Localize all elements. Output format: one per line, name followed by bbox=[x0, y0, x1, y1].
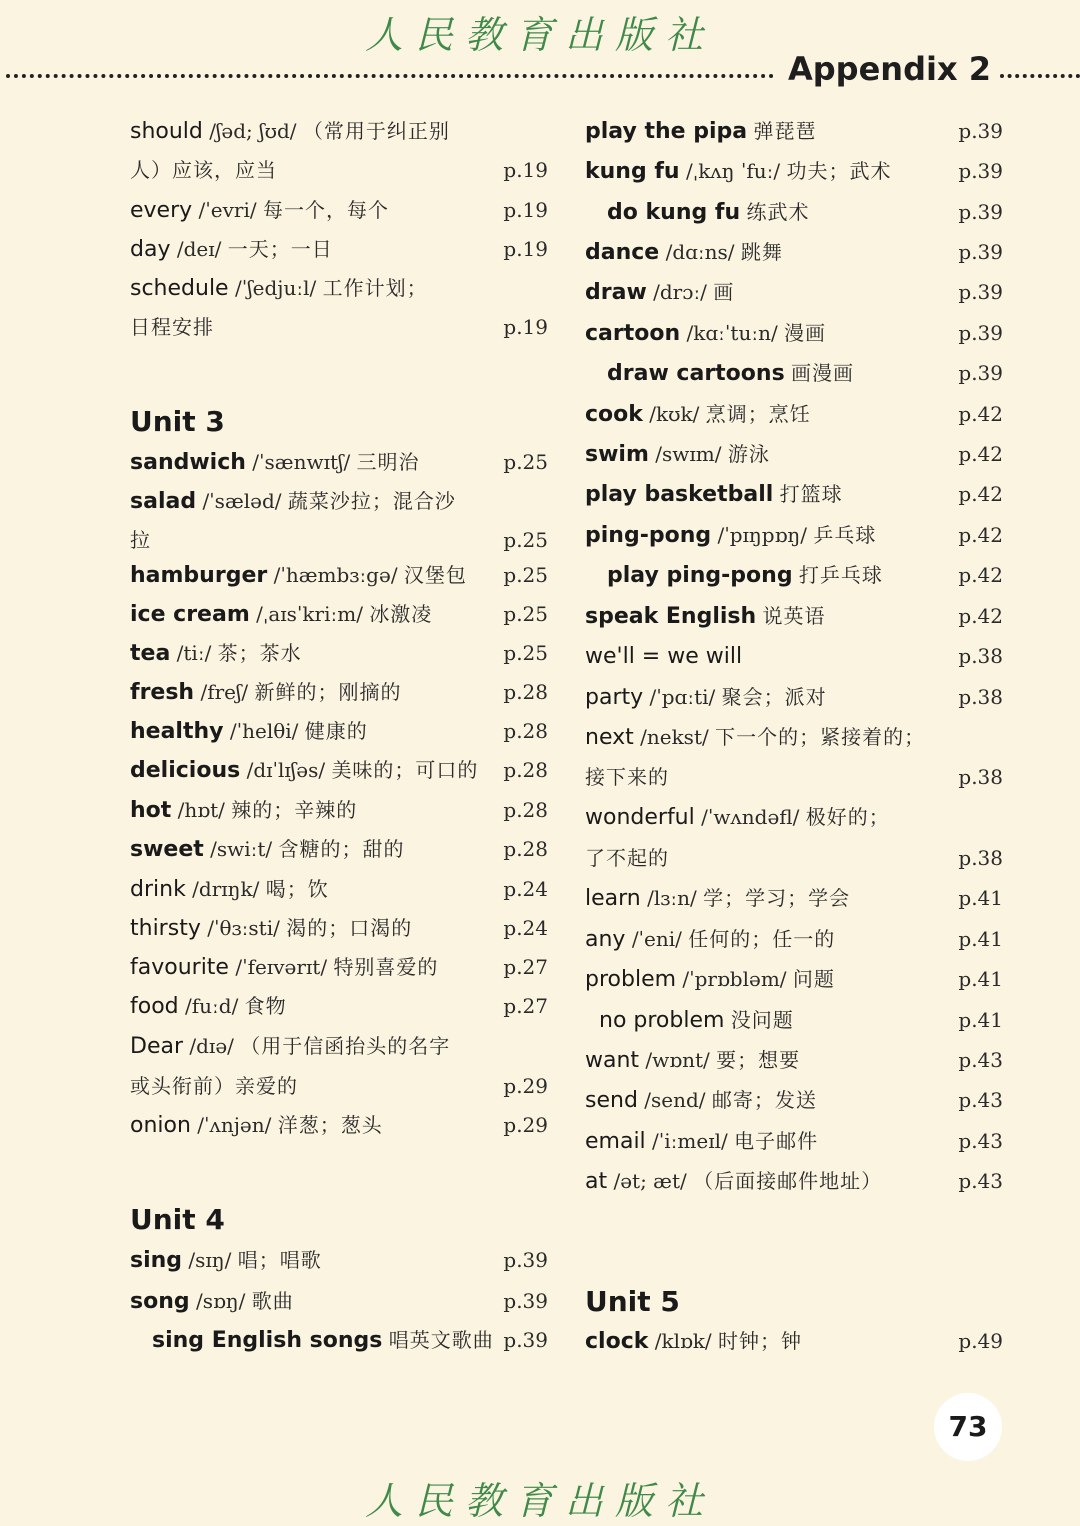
vocab-word: hot bbox=[130, 798, 172, 823]
vocab-meaning: 乒乓球 bbox=[813, 523, 877, 547]
vocab-entry bbox=[585, 717, 1003, 757]
vocab-word: send bbox=[585, 1088, 638, 1113]
vocab-meaning: 日程安排 bbox=[130, 315, 214, 339]
vocab-meaning: 特别喜爱的 bbox=[333, 955, 439, 979]
vocab-word: food bbox=[130, 994, 179, 1019]
vocab-word: ping-pong bbox=[585, 523, 712, 548]
vocab-meaning: 冰激凌 bbox=[369, 602, 433, 626]
vocab-word: thirsty bbox=[130, 916, 201, 941]
appendix-header bbox=[0, 50, 1080, 88]
vocab-page-ref: p.39 bbox=[958, 240, 1003, 264]
vocab-entry bbox=[130, 1026, 548, 1066]
vocab-entry bbox=[130, 111, 548, 151]
vocab-entry bbox=[130, 947, 548, 987]
vocab-word: tea bbox=[130, 641, 171, 666]
vocab-word: party bbox=[585, 685, 644, 710]
vocab-page-ref: p.41 bbox=[958, 1008, 1003, 1032]
vocab-page-ref: p.28 bbox=[503, 758, 548, 782]
vocab-word: sing English songs bbox=[152, 1328, 383, 1353]
vocab-phonetic: /ˈpɑːti/ bbox=[649, 685, 716, 709]
vocab-page-ref: p.25 bbox=[503, 602, 548, 626]
vocab-meaning: 问题 bbox=[792, 967, 835, 991]
vocab-phonetic: /dɑːns/ bbox=[665, 240, 735, 264]
vocab-entry bbox=[585, 636, 1003, 676]
vocab-page-ref: p.42 bbox=[958, 523, 1003, 547]
vocab-word: email bbox=[585, 1129, 646, 1154]
header-dotted-rule-left bbox=[6, 74, 774, 78]
vocab-meaning: 要；想要 bbox=[716, 1048, 801, 1072]
vocab-phonetic: /ˈevri/ bbox=[198, 198, 257, 222]
vocab-page-ref: p.28 bbox=[503, 798, 548, 822]
unit-heading: Unit 3 bbox=[130, 405, 225, 438]
vocab-page-ref: p.39 bbox=[958, 321, 1003, 345]
vocab-meaning: 下一个的；紧接着的； bbox=[715, 725, 926, 749]
vocab-entry bbox=[585, 232, 1003, 272]
vocab-word: every bbox=[130, 198, 193, 223]
vocab-word: kung fu bbox=[585, 159, 680, 184]
vocab-meaning: 拉 bbox=[130, 528, 151, 552]
vocab-meaning: 跳舞 bbox=[740, 240, 783, 264]
vocab-meaning: 了不起的 bbox=[585, 846, 669, 870]
vocab-word: hamburger bbox=[130, 563, 268, 588]
vocab-phonetic: /ˈpɪŋpɒŋ/ bbox=[717, 523, 808, 547]
vocab-word: no problem bbox=[599, 1008, 725, 1033]
vocab-meaning: 人）应该，应当 bbox=[130, 158, 277, 182]
vocab-page-ref: p.19 bbox=[503, 237, 548, 261]
vocab-phonetic: /ˌaɪsˈkriːm/ bbox=[256, 602, 363, 626]
vocab-meaning: （常用于纠正别 bbox=[302, 119, 450, 143]
vocab-page-ref: p.25 bbox=[503, 563, 548, 587]
vocab-meaning: 说英语 bbox=[762, 604, 826, 628]
page-number-badge: 73 bbox=[934, 1393, 1002, 1461]
vocab-page-ref: p.39 bbox=[958, 361, 1003, 385]
vocab-phonetic: /ˈiːmeɪl/ bbox=[652, 1129, 728, 1153]
vocab-word: Dear bbox=[130, 1034, 184, 1059]
unit-heading: Unit 4 bbox=[130, 1203, 225, 1236]
vocab-meaning: 喝；饮 bbox=[265, 877, 329, 901]
unit-heading: Unit 5 bbox=[585, 1285, 680, 1318]
vocab-word: at bbox=[585, 1169, 608, 1194]
vocab-entry bbox=[585, 1161, 1003, 1201]
vocab-phonetic: /ˈhæmbɜːgə/ bbox=[273, 563, 398, 587]
vocab-page-ref: p.19 bbox=[503, 198, 548, 222]
vocab-entry bbox=[585, 313, 1003, 353]
vocab-entry bbox=[585, 677, 1003, 717]
vocab-entry bbox=[130, 672, 548, 712]
vocab-entry bbox=[585, 878, 1003, 918]
vocab-meaning: 汉堡包 bbox=[403, 563, 467, 587]
vocab-phonetic: /deɪ/ bbox=[176, 237, 222, 261]
vocab-word: should bbox=[130, 119, 203, 144]
vocab-meaning: 打篮球 bbox=[779, 482, 843, 506]
vocab-meaning: 唱英文歌曲 bbox=[388, 1328, 494, 1352]
vocab-phonetic: /dɪˈlɪʃəs/ bbox=[246, 758, 326, 782]
vocab-page-ref: p.28 bbox=[503, 837, 548, 861]
vocab-meaning: 时钟；钟 bbox=[718, 1329, 803, 1353]
vocab-phonetic: /ˈwʌndəfl/ bbox=[701, 805, 800, 829]
vocab-phonetic: /ˈhelθi/ bbox=[229, 719, 299, 743]
vocab-meaning: 功夫；武术 bbox=[786, 159, 892, 183]
vocab-phonetic: /ˈsænwɪtʃ/ bbox=[252, 450, 351, 474]
vocab-meaning: 含糖的；甜的 bbox=[278, 837, 405, 861]
vocab-page-ref: p.43 bbox=[958, 1129, 1003, 1153]
vocab-entry bbox=[130, 711, 548, 751]
vocab-phonetic: /hɒt/ bbox=[177, 798, 225, 822]
vocab-meaning: 任何的；任一的 bbox=[688, 927, 836, 951]
vocab-entry bbox=[585, 1121, 1003, 1161]
vocab-page-ref: p.43 bbox=[958, 1048, 1003, 1072]
vocab-meaning: 聚会；派对 bbox=[721, 685, 827, 709]
vocab-word: fresh bbox=[130, 680, 195, 705]
vocab-entry bbox=[130, 442, 548, 482]
vocab-page-ref: p.28 bbox=[503, 719, 548, 743]
vocab-word: we'll = we will bbox=[585, 644, 743, 669]
vocab-phonetic: /wɒnt/ bbox=[645, 1048, 710, 1072]
vocab-entry bbox=[585, 394, 1003, 434]
vocab-phonetic: /sɪŋ/ bbox=[188, 1248, 232, 1272]
vocab-word: learn bbox=[585, 886, 641, 911]
vocab-phonetic: /dɪə/ bbox=[189, 1034, 234, 1058]
vocab-entry bbox=[585, 272, 1003, 312]
vocab-page-ref: p.38 bbox=[958, 685, 1003, 709]
vocab-meaning: 练武术 bbox=[746, 200, 810, 224]
vocab-phonetic: /nekst/ bbox=[640, 725, 709, 749]
vocab-meaning: 健康的 bbox=[304, 719, 368, 743]
vocab-entry bbox=[585, 474, 1003, 514]
vocab-phonetic: /kʊk/ bbox=[649, 402, 700, 426]
vocab-entry-continuation bbox=[130, 307, 548, 347]
vocab-page-ref: p.39 bbox=[958, 159, 1003, 183]
vocab-page-ref: p.41 bbox=[958, 927, 1003, 951]
vocab-entry bbox=[130, 1105, 548, 1145]
vocab-entry bbox=[585, 111, 1003, 151]
vocab-meaning: 打乒乓球 bbox=[798, 563, 883, 587]
vocab-page-ref: p.41 bbox=[958, 886, 1003, 910]
vocab-entry bbox=[130, 790, 548, 830]
vocab-page-ref: p.29 bbox=[503, 1074, 548, 1098]
vocab-phonetic: /ˈθɜːsti/ bbox=[207, 916, 280, 940]
publisher-logo-bottom: 人民教育出版社 bbox=[364, 1479, 715, 1523]
vocab-entry-continuation bbox=[585, 838, 1003, 878]
vocab-word: ice cream bbox=[130, 602, 250, 627]
vocab-phonetic: /tiː/ bbox=[176, 641, 212, 665]
vocab-word: favourite bbox=[130, 955, 229, 980]
vocab-page-ref: p.39 bbox=[958, 119, 1003, 143]
vocab-meaning: 唱；唱歌 bbox=[237, 1248, 322, 1272]
vocab-meaning: 邮寄；发送 bbox=[711, 1088, 817, 1112]
vocab-page-ref: p.24 bbox=[503, 877, 548, 901]
header-dotted-rule-right bbox=[1000, 74, 1080, 78]
vocab-entry bbox=[585, 555, 1003, 595]
vocab-word: next bbox=[585, 725, 634, 750]
vocab-page-ref: p.42 bbox=[958, 402, 1003, 426]
vocab-word: sing bbox=[130, 1248, 183, 1273]
vocab-entry bbox=[585, 151, 1003, 191]
vocab-word: sandwich bbox=[130, 450, 246, 475]
vocab-page-ref: p.25 bbox=[503, 528, 548, 552]
vocab-page-ref: p.49 bbox=[958, 1329, 1003, 1353]
vocab-word: swim bbox=[585, 442, 649, 467]
vocab-phonetic: /send/ bbox=[644, 1088, 706, 1112]
vocab-meaning: （用于信函抬头的名字 bbox=[240, 1034, 451, 1058]
vocab-page-ref: p.39 bbox=[503, 1248, 548, 1272]
vocab-word: cartoon bbox=[585, 321, 681, 346]
vocab-entry bbox=[585, 596, 1003, 636]
vocab-word: want bbox=[585, 1048, 640, 1073]
vocab-page-ref: p.41 bbox=[958, 967, 1003, 991]
vocab-phonetic: /ˈprɒbləm/ bbox=[682, 967, 787, 991]
vocab-phonetic: /ˈfeɪvərɪt/ bbox=[235, 955, 328, 979]
vocab-phonetic: /klɒk/ bbox=[654, 1329, 712, 1353]
vocab-meaning: 没问题 bbox=[730, 1008, 794, 1032]
vocab-meaning: 接下来的 bbox=[585, 765, 669, 789]
vocab-entry bbox=[130, 229, 548, 269]
vocab-meaning: 辣的；辛辣的 bbox=[231, 798, 358, 822]
vocab-entry-continuation bbox=[130, 150, 548, 190]
vocab-entry-continuation bbox=[130, 520, 548, 560]
vocab-word: draw cartoons bbox=[607, 361, 785, 386]
vocab-word: schedule bbox=[130, 276, 229, 301]
vocab-word: song bbox=[130, 1289, 190, 1314]
vocab-meaning: 新鲜的；刚摘的 bbox=[254, 680, 402, 704]
vocab-entry-continuation bbox=[585, 757, 1003, 797]
vocab-word: wonderful bbox=[585, 805, 695, 830]
vocab-word: play basketball bbox=[585, 482, 774, 507]
vocab-word: cook bbox=[585, 402, 643, 427]
vocab-page-ref: p.42 bbox=[958, 604, 1003, 628]
vocab-word: draw bbox=[585, 280, 647, 305]
vocab-meaning: 烹调；烹饪 bbox=[705, 402, 811, 426]
vocab-word: any bbox=[585, 927, 626, 952]
vocab-entry bbox=[585, 1080, 1003, 1120]
vocab-page-ref: p.24 bbox=[503, 916, 548, 940]
vocab-meaning: 画 bbox=[713, 280, 735, 304]
vocab-entry bbox=[130, 633, 548, 673]
vocab-meaning: 每一个，每个 bbox=[262, 198, 389, 222]
vocab-phonetic: /ˈsæləd/ bbox=[202, 489, 282, 513]
vocab-meaning: 洋葱；葱头 bbox=[277, 1113, 383, 1137]
vocab-meaning: 食物 bbox=[244, 994, 287, 1018]
vocab-page-ref: p.42 bbox=[958, 442, 1003, 466]
vocab-page-ref: p.39 bbox=[958, 200, 1003, 224]
vocab-phonetic: /fuːd/ bbox=[185, 994, 239, 1018]
vocab-meaning: 美味的；可口的 bbox=[331, 758, 479, 782]
vocab-entry bbox=[585, 515, 1003, 555]
vocab-entry bbox=[130, 829, 548, 869]
vocab-page-ref: p.28 bbox=[503, 680, 548, 704]
vocab-page-ref: p.27 bbox=[503, 994, 548, 1018]
vocab-meaning: 歌曲 bbox=[251, 1289, 294, 1313]
vocab-page-ref: p.42 bbox=[958, 563, 1003, 587]
vocab-page-ref: p.38 bbox=[958, 644, 1003, 668]
vocab-phonetic: /swɪm/ bbox=[655, 442, 722, 466]
vocab-entry bbox=[130, 986, 548, 1026]
page-title: Appendix 2 bbox=[788, 50, 991, 88]
vocab-page-ref: p.39 bbox=[503, 1289, 548, 1313]
vocab-phonetic: /drɪŋk/ bbox=[192, 877, 260, 901]
vocab-entry bbox=[585, 1321, 1003, 1361]
vocab-page-ref: p.38 bbox=[958, 846, 1003, 870]
vocab-entry bbox=[130, 908, 548, 948]
vocab-entry bbox=[585, 434, 1003, 474]
vocab-phonetic: /ʃəd; ʃʊd/ bbox=[209, 119, 297, 143]
vocab-meaning: 画漫画 bbox=[791, 361, 855, 385]
vocab-entry bbox=[130, 1320, 548, 1360]
vocab-phonetic: /drɔː/ bbox=[653, 280, 707, 304]
vocab-word: healthy bbox=[130, 719, 224, 744]
vocab-page-ref: p.27 bbox=[503, 955, 548, 979]
vocab-word: delicious bbox=[130, 758, 241, 783]
vocab-page-ref: p.29 bbox=[503, 1113, 548, 1137]
vocab-entry bbox=[130, 594, 548, 634]
vocab-word: onion bbox=[130, 1113, 191, 1138]
vocab-entry bbox=[130, 555, 548, 595]
vocab-word: dance bbox=[585, 240, 660, 265]
vocab-meaning: 学；学习；学会 bbox=[703, 886, 851, 910]
vocab-meaning: 电子邮件 bbox=[734, 1129, 819, 1153]
vocab-page-ref: p.25 bbox=[503, 641, 548, 665]
vocab-meaning: 一天；一日 bbox=[227, 237, 333, 261]
vocab-entry bbox=[585, 959, 1003, 999]
vocab-page-ref: p.19 bbox=[503, 315, 548, 339]
vocab-meaning: 或头衔前）亲爱的 bbox=[130, 1074, 298, 1098]
vocab-entry bbox=[585, 797, 1003, 837]
vocab-meaning: 渴的；口渴的 bbox=[286, 916, 413, 940]
vocab-meaning: 蔬菜沙拉；混合沙 bbox=[287, 489, 456, 513]
vocab-page-ref: p.42 bbox=[958, 482, 1003, 506]
vocab-phonetic: /sɒŋ/ bbox=[195, 1289, 246, 1313]
vocab-meaning: （后面接邮件地址） bbox=[693, 1169, 883, 1193]
vocab-phonetic: /ˌkʌŋ ˈfuː/ bbox=[685, 159, 781, 183]
vocab-phonetic: /ˈeni/ bbox=[631, 927, 682, 951]
vocab-phonetic: /ˈʃedjuːl/ bbox=[234, 276, 317, 300]
vocab-word: clock bbox=[585, 1329, 649, 1354]
vocab-word: speak English bbox=[585, 604, 757, 629]
vocab-page-ref: p.39 bbox=[958, 280, 1003, 304]
vocab-entry bbox=[585, 1000, 1003, 1040]
vocab-entry bbox=[130, 750, 548, 790]
vocab-entry bbox=[130, 1240, 548, 1280]
vocab-word: salad bbox=[130, 489, 197, 514]
vocab-entry bbox=[585, 353, 1003, 393]
vocab-meaning: 弹琵琶 bbox=[753, 119, 817, 143]
vocab-entry bbox=[130, 190, 548, 230]
vocab-entry bbox=[130, 1281, 548, 1321]
vocab-page-ref: p.19 bbox=[503, 158, 548, 182]
vocab-meaning: 茶；茶水 bbox=[217, 641, 302, 665]
vocab-phonetic: /ˈʌnjən/ bbox=[197, 1113, 272, 1137]
vocab-word: sweet bbox=[130, 837, 204, 862]
vocab-meaning: 工作计划； bbox=[322, 276, 428, 300]
vocab-entry bbox=[130, 869, 548, 909]
publisher-logo-top: 人民教育出版社 bbox=[364, 13, 715, 57]
vocab-meaning: 极好的； bbox=[805, 805, 890, 829]
vocab-phonetic: /lɜːn/ bbox=[647, 886, 697, 910]
vocab-entry bbox=[130, 481, 548, 521]
vocab-word: problem bbox=[585, 967, 677, 992]
vocab-word: day bbox=[130, 237, 171, 262]
vocab-entry bbox=[585, 192, 1003, 232]
vocab-entry bbox=[585, 1040, 1003, 1080]
vocab-meaning: 三明治 bbox=[356, 450, 420, 474]
vocab-word: play ping-pong bbox=[607, 563, 793, 588]
vocab-phonetic: /kɑːˈtuːn/ bbox=[686, 321, 778, 345]
vocab-phonetic: /ət; æt/ bbox=[613, 1169, 687, 1193]
vocab-meaning: 游泳 bbox=[727, 442, 770, 466]
vocab-page-ref: p.38 bbox=[958, 765, 1003, 789]
vocab-meaning: 漫画 bbox=[784, 321, 827, 345]
vocab-word: drink bbox=[130, 877, 186, 902]
vocab-entry bbox=[585, 919, 1003, 959]
vocab-page-ref: p.39 bbox=[503, 1328, 548, 1352]
vocab-phonetic: /freʃ/ bbox=[200, 680, 249, 704]
vocab-page-ref: p.43 bbox=[958, 1088, 1003, 1112]
vocab-entry bbox=[130, 268, 548, 308]
vocab-word: do kung fu bbox=[607, 200, 741, 225]
vocab-page-ref: p.43 bbox=[958, 1169, 1003, 1193]
vocab-entry-continuation bbox=[130, 1066, 548, 1106]
vocab-word: play the pipa bbox=[585, 119, 748, 144]
vocab-phonetic: /swiːt/ bbox=[210, 837, 273, 861]
vocab-page-ref: p.25 bbox=[503, 450, 548, 474]
